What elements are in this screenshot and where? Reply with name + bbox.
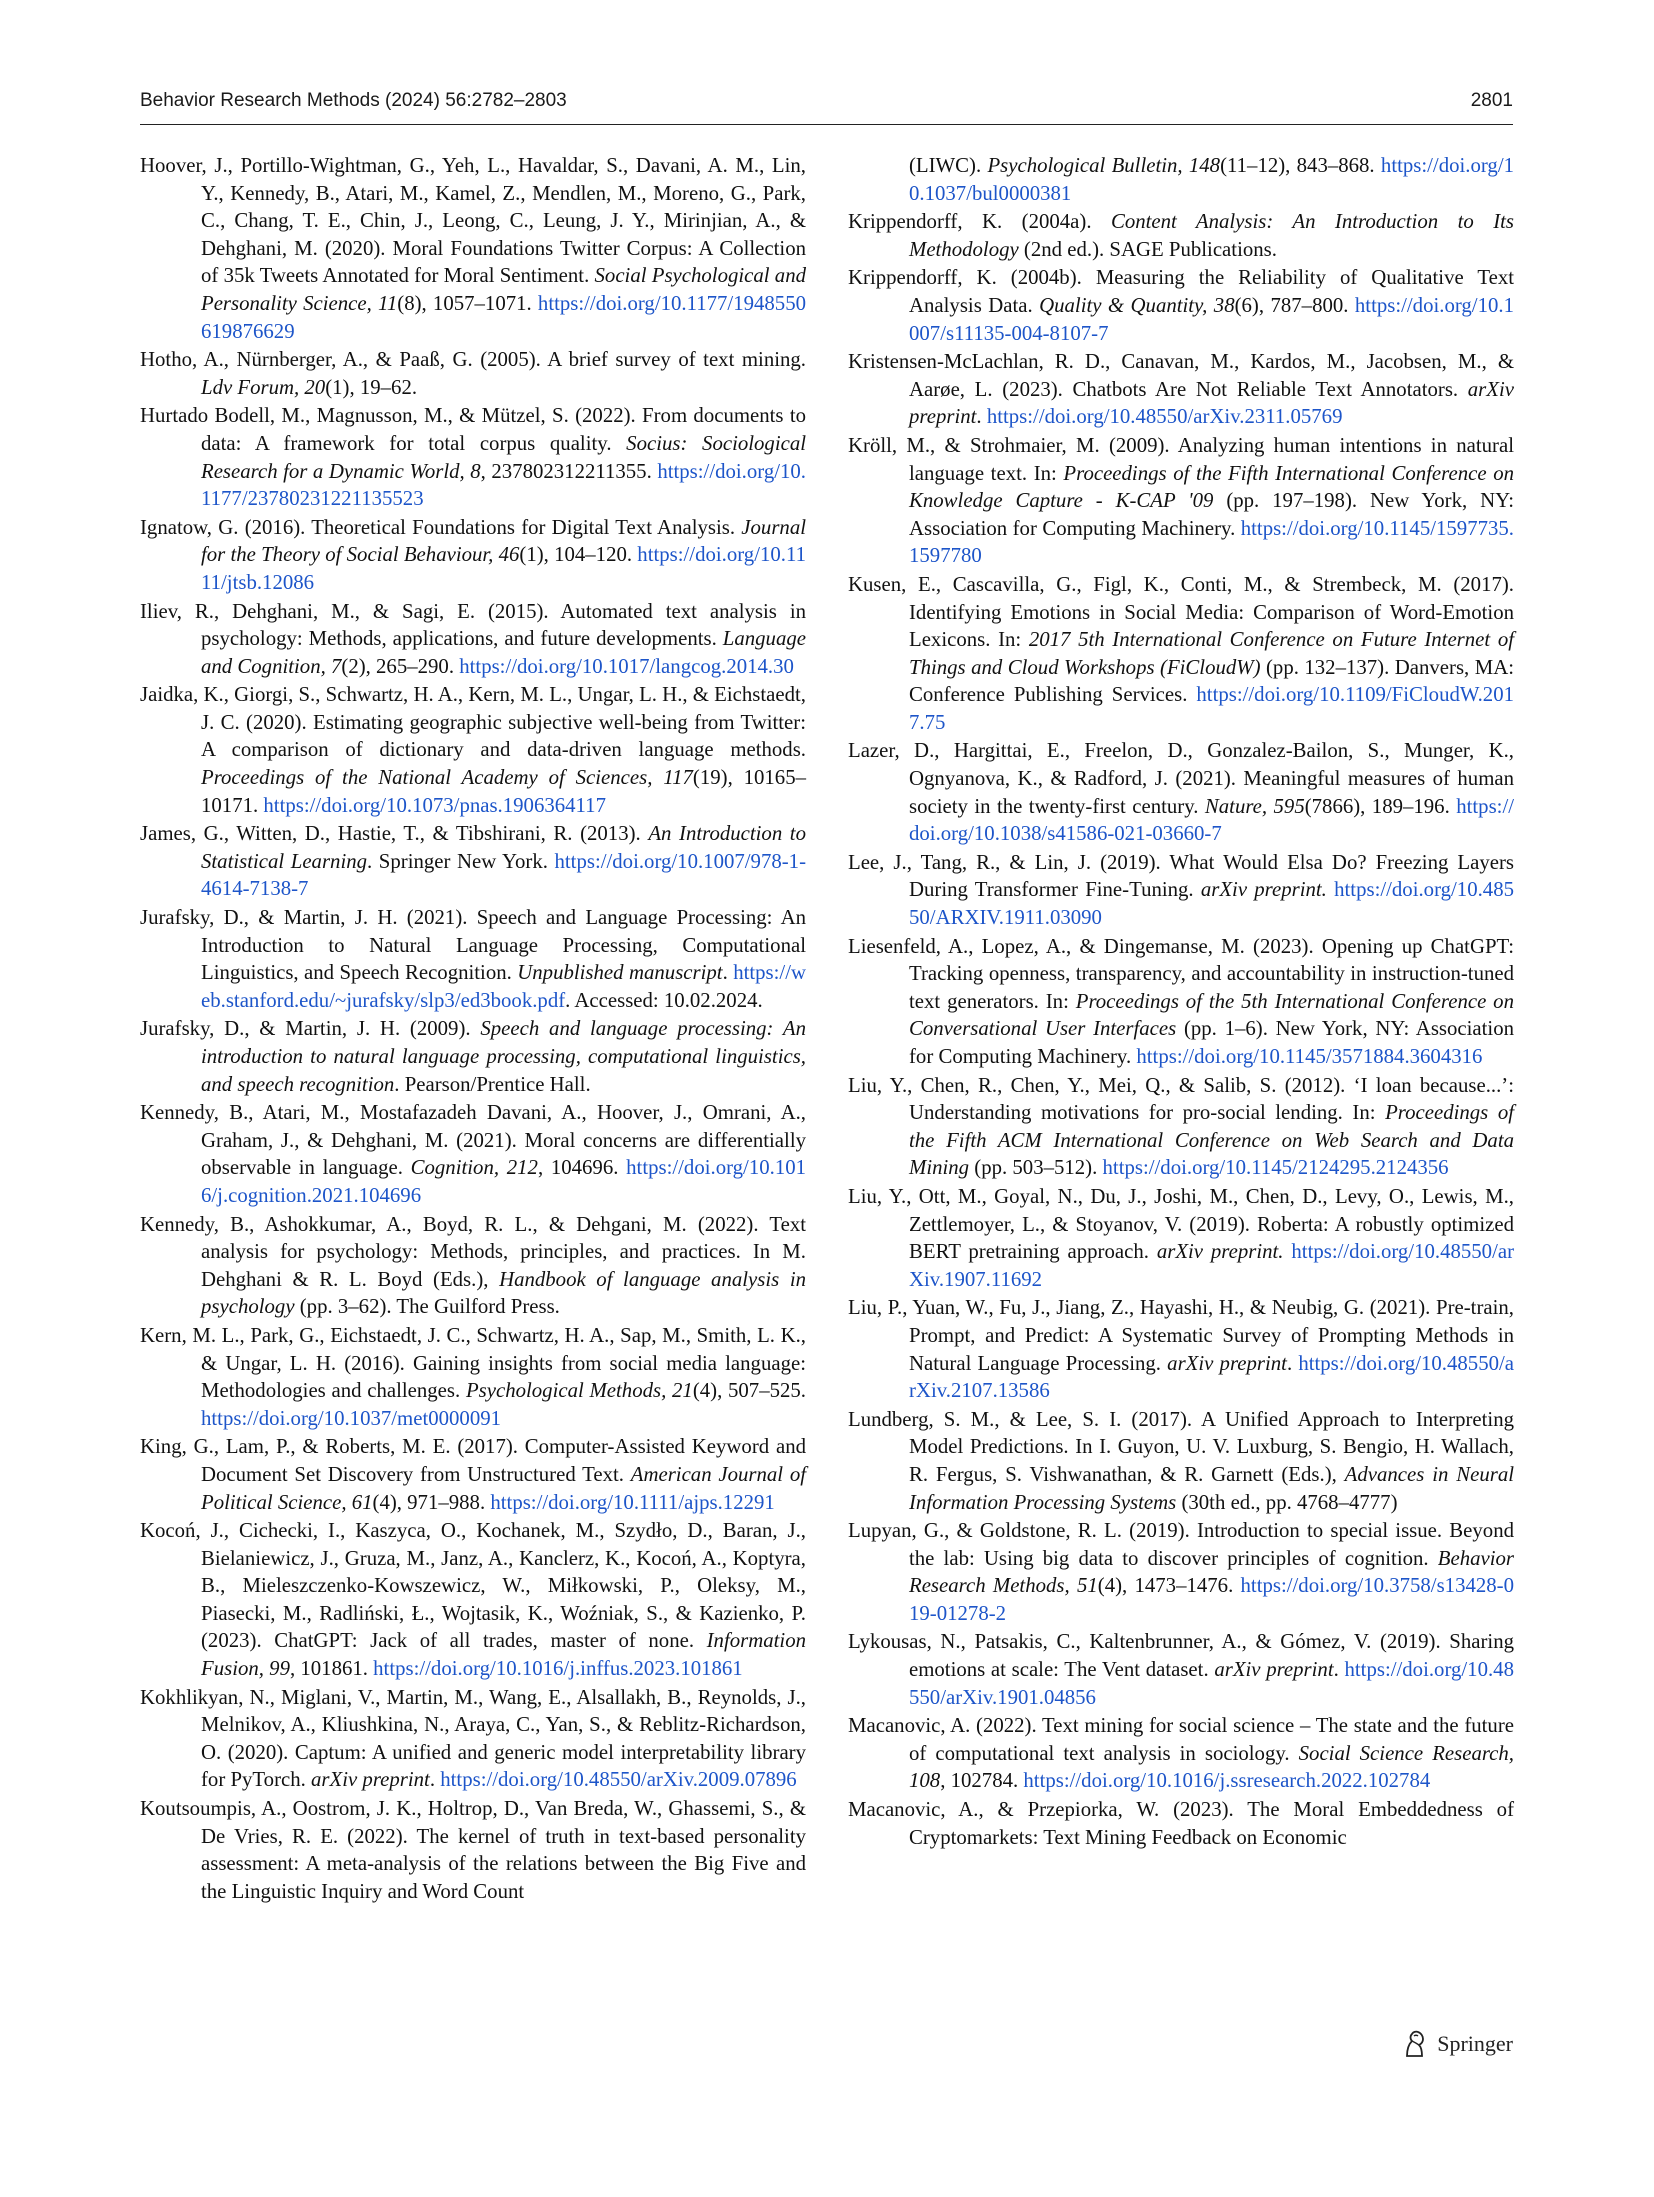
reference-entry: [140, 1433, 806, 1516]
reference-text: Lupyan, G., & Goldstone, R. L. (2019). Introduction to special issue. Beyond the lab: Using big data to discover principles of cognition.: [848, 1519, 1514, 1570]
reference-details-after: . Accessed: 10.02.2024.: [565, 988, 763, 1012]
reference-text: Jurafsky, D., & Martin, J. H. (2021). Speech and Language Processing: An Introduction to Natural Language Processing, Computational Linguistics, and Speech Recognition.: [140, 906, 806, 985]
reference-details: (4), 971–988.: [372, 1490, 491, 1514]
reference-source: Proceedings of the Fifth ACM International Conference on Web Search and Data Mining: [909, 1101, 1515, 1180]
journal-citation: Behavior Research Methods (2024) 56:2782–2803: [140, 90, 567, 111]
reference-source: American Journal of Political Science, 61: [201, 1462, 807, 1514]
reference-details: , 101861.: [289, 1657, 374, 1681]
reference-entry: [140, 1517, 806, 1683]
reference-entry: [848, 1796, 1514, 1851]
doi-link[interactable]: https://doi.org/10.48550/ARXIV.1911.03090: [909, 878, 1514, 930]
reference-text: James, G., Witten, D., Hastie, T., & Tibshirani, R. (2013).: [140, 822, 649, 846]
reference-source: arXiv preprint: [1214, 1658, 1334, 1682]
reference-text: Hoover, J., Portillo-Wightman, G., Yeh, L., Havaldar, S., Davani, A. M., Lin, Y., Kennedy, B., Atari, M., Kamel, Z., Mendlen, M., Moreno, G., Park, C., Chang, T. E., Chin, J., Leong, C., Leung, J. Y., Mirinjian, A., & Dehghani, M. (2020). Moral Foundations Twitter Corpus: A Collection of 35k Tweets Annotated for Moral Sentiment.: [140, 154, 806, 288]
reference-text: Hotho, A., Nürnberger, A., & Paaß, G. (2005). A brief survey of text mining.: [140, 348, 806, 372]
reference-text: Liu, P., Yuan, W., Fu, J., Jiang, Z., Hayashi, H., & Neubig, G. (2021). Pre-train, Prompt, and Predict: A Systematic Survey of Prompting Methods in Natural Language Processing.: [848, 1296, 1514, 1375]
reference-source: Social Psychological and Personality Science, 11: [201, 264, 806, 315]
reference-details: (pp. 132–137). Danvers, MA: Conference Publishing Services.: [909, 655, 1514, 707]
reference-entry: [848, 1712, 1514, 1795]
doi-link[interactable]: https://doi.org/10.1109/FiCloudW.2017.75: [909, 683, 1514, 734]
reference-entry: [848, 1294, 1514, 1404]
doi-link[interactable]: https://doi.org/10.1016/j.ssresearch.2022.102784: [1023, 1769, 1431, 1793]
reference-text: Lundberg, S. M., & Lee, S. I. (2017). A Unified Approach to Interpreting Model Predictions. In I. Guyon, U. V. Luxburg, S. Bengio, H. Wallach, R. Fergus, S. Vishwanathan, & R. Garnett (Eds.),: [848, 1407, 1514, 1486]
reference-details: . Pearson/Prentice Hall.: [394, 1072, 591, 1096]
reference-text: Kern, M. L., Park, G., Eichstaedt, J. C., Schwartz, H. A., Sap, M., Smith, L. K., & Ungar, L. H. (2016). Gaining insights from social media language: Methodologies and challenges.: [140, 1323, 806, 1403]
reference-details: . Springer New York.: [367, 849, 555, 873]
reference-entry: [140, 598, 806, 681]
doi-link[interactable]: https://doi.org/10.1017/langcog.2014.30: [459, 654, 794, 678]
reference-entry: [848, 1628, 1514, 1711]
reference-entry: [848, 348, 1514, 431]
reference-text: Macanovic, A., & Przepiorka, W. (2023). The Moral Embeddedness of Cryptomarkets: Text Mining Feedback on Economic: [848, 1798, 1514, 1849]
reference-entry: [140, 1684, 806, 1794]
publisher-name: Springer: [1437, 2031, 1513, 2056]
reference-details: .: [722, 961, 734, 985]
reference-source: arXiv preprint.: [1200, 878, 1327, 902]
reference-details: , 237802312211355.: [480, 459, 658, 483]
reference-details: (11–12), 843–868.: [1220, 154, 1381, 177]
reference-entry: [848, 849, 1514, 932]
reference-text: Liu, Y., Ott, M., Goyal, N., Du, J., Joshi, M., Chen, D., Levy, O., Lewis, M., Zettlemoyer, L., & Stoyanov, V. (2019). Roberta: A robustly optimized BERT pretraining approach.: [848, 1184, 1514, 1264]
reference-text: Liesenfeld, A., Lopez, A., & Dingemanse, M. (2023). Opening up ChatGPT: Tracking openness, transparency, and accountability in instruction-tuned text generators. In:: [848, 934, 1514, 1013]
reference-source: Behavior Research Methods, 51: [909, 1546, 1514, 1598]
reference-source: arXiv preprint: [909, 377, 1514, 429]
reference-entry: [140, 1015, 806, 1098]
reference-entry: [848, 1072, 1514, 1182]
reference-entry: [140, 1322, 806, 1432]
reference-text: Kröll, M., & Strohmaier, M. (2009). Analyzing human intentions in natural language text. In:: [848, 433, 1514, 485]
reference-details: (2), 265–290.: [341, 654, 460, 678]
doi-link[interactable]: https://doi.org/10.1007/s11135-004-8107-7: [909, 293, 1514, 345]
reference-details: (pp. 1–6). New York, NY: Association for Computing Machinery.: [909, 1017, 1514, 1068]
reference-details: (4), 1473–1476.: [1097, 1574, 1241, 1598]
reference-details: (8), 1057–1071.: [397, 291, 538, 315]
reference-source: Content Analysis: An Introduction to Its Methodology: [909, 210, 1514, 261]
reference-entry: [140, 1099, 806, 1209]
doi-link[interactable]: https://doi.org/10.1007/978-1-4614-7138-7: [201, 849, 806, 901]
reference-source: Psychological Methods, 21: [465, 1379, 693, 1403]
reference-details: (1), 19–62.: [325, 375, 418, 399]
reference-text: Lykousas, N., Patsakis, C., Kaltenbrunner, A., & Gómez, V. (2019). Sharing emotions at scale: The Vent dataset.: [848, 1630, 1514, 1682]
reference-source: Information Fusion, 99: [201, 1629, 806, 1681]
reference-text: Macanovic, A. (2022). Text mining for social science – The state and the future of computational text analysis in sociology.: [848, 1714, 1514, 1765]
reference-source: Advances in Neural Information Processing Systems: [909, 1462, 1515, 1514]
reference-source: Speech and language processing: An introduction to natural language processing, computational linguistics, and speech recognition: [201, 1017, 806, 1096]
reference-entry: [848, 571, 1514, 737]
doi-link[interactable]: https://doi.org/10.1145/1597735.1597780: [909, 516, 1514, 568]
publisher-footer: [1401, 2024, 1513, 2064]
reference-entry: [848, 264, 1514, 347]
reference-text: Kusen, E., Cascavilla, G., Figl, K., Conti, M., & Strembeck, M. (2017). Identifying Emotions in Social Media: Comparison of Word-Emotion Lexicons. In:: [848, 572, 1514, 652]
reference-source: Psychological Bulletin, 148: [987, 154, 1221, 177]
reference-text: Krippendorff, K. (2004a).: [848, 210, 1111, 234]
reference-entry: [140, 152, 806, 345]
page-number: 2801: [1470, 90, 1513, 111]
reference-text: Kennedy, B., Atari, M., Mostafazadeh Davani, A., Hoover, J., Omrani, A., Graham, J., & Dehghani, M. (2021). Moral concerns are differentially observable in language.: [140, 1101, 806, 1180]
doi-link[interactable]: https://doi.org/10.1037/bul0000381: [909, 154, 1514, 205]
reference-text: Lazer, D., Hargittai, E., Freelon, D., Gonzalez-Bailon, S., Munger, K., Ognyanova, K., & Radford, J. (2021). Meaningful measures of human society in the twenty-first century.: [848, 739, 1514, 818]
reference-details: , 102784.: [940, 1769, 1024, 1793]
header-divider: [140, 124, 1513, 125]
reference-details: .: [976, 405, 987, 429]
doi-link[interactable]: https://doi.org/10.1037/met0000091: [201, 1406, 502, 1430]
reference-text: Kennedy, B., Ashokkumar, A., Boyd, R. L., & Dehgani, M. (2022). Text analysis for psychology: Methods, principles, and practices. In M. Dehghani & R. L. Boyd (Eds.),: [140, 1212, 806, 1291]
reference-entry: [848, 1406, 1514, 1516]
references-right-column: [848, 152, 1514, 1852]
reference-details: (1), 104–120.: [519, 543, 638, 567]
reference-text: Kristensen-McLachlan, R. D., Canavan, M., Kardos, M., Jacobsen, M., & Aarøe, L. (2023). Chatbots Are Not Reliable Text Annotators.: [848, 350, 1514, 401]
doi-link[interactable]: https://doi.org/10.48550/arXiv.1901.04856: [909, 1658, 1514, 1709]
reference-details: (4), 507–525.: [692, 1379, 806, 1403]
doi-link[interactable]: https://doi.org/10.1016/j.cognition.2021.104696: [201, 1156, 807, 1207]
reference-text: Lee, J., Tang, R., & Lin, J. (2019). What Would Elsa Do? Freezing Layers During Transformer Fine-Tuning.: [848, 850, 1514, 902]
reference-details: .: [429, 1768, 441, 1792]
reference-source: Handbook of language analysis in psychology: [201, 1267, 806, 1319]
reference-entry: [140, 681, 806, 819]
doi-link[interactable]: https://doi.org/10.3758/s13428-019-01278-2: [909, 1574, 1514, 1625]
doi-link[interactable]: https://doi.org/10.48550/arXiv.1907.11692: [909, 1240, 1515, 1291]
reference-text: Liu, Y., Chen, R., Chen, Y., Mei, Q., & Salib, S. (2012). ‘I loan because...’: Understanding motivations for pro-social lending. In:: [848, 1073, 1514, 1125]
reference-source: Socius: Sociological Research for a Dynamic World, 8: [201, 431, 807, 483]
reference-details: (pp. 197–198). New York, NY: Association for Computing Machinery.: [909, 489, 1515, 540]
doi-link[interactable]: https://web.stanford.edu/~jurafsky/slp3/ed3book.pdf: [201, 961, 806, 1012]
reference-text: Jaidka, K., Giorgi, S., Schwartz, H. A., Kern, M. L., Ungar, L. H., & Eichstaedt, J. C. (2020). Estimating geographic subjective well-being from Twitter: A comparison of dictionary and data-driven language methods.: [140, 683, 806, 762]
reference-details: .: [1286, 1351, 1299, 1375]
doi-link[interactable]: https://doi.org/10.48550/arXiv.2311.05769: [986, 405, 1343, 429]
reference-source: arXiv preprint: [311, 1768, 430, 1792]
doi-link[interactable]: https://doi.org/10.1145/2124295.2124356: [1102, 1156, 1449, 1180]
reference-source: Cognition, 212: [410, 1156, 538, 1180]
reference-source: Social Science Research, 108: [909, 1741, 1515, 1793]
doi-link[interactable]: https://doi.org/10.1177/1948550619876629: [201, 291, 806, 343]
doi-link[interactable]: https://doi.org/10.1111/ajps.12291: [490, 1490, 775, 1514]
reference-text: Krippendorff, K. (2004b). Measuring the Reliability of Qualitative Text Analysis Data.: [848, 266, 1514, 317]
reference-source: Journal for the Theory of Social Behaviour, 46: [201, 515, 806, 567]
reference-details: (pp. 3–62). The Guilford Press.: [294, 1295, 560, 1319]
reference-text: Iliev, R., Dehghani, M., & Sagi, E. (2015). Automated text analysis in psychology: Methods, applications, and future developments.: [140, 599, 806, 651]
reference-entry: [848, 152, 1514, 207]
reference-entry: [848, 1183, 1514, 1293]
reference-details: (30th ed., pp. 4768–4777): [1176, 1490, 1398, 1514]
reference-source: An Introduction to Statistical Learning: [201, 822, 806, 873]
doi-link[interactable]: https://doi.org/10.48550/arXiv.2009.07896: [440, 1768, 797, 1792]
reference-entry: [848, 208, 1514, 263]
reference-source: arXiv preprint.: [1156, 1240, 1284, 1264]
running-header: [140, 86, 1513, 116]
reference-source: Language and Cognition, 7: [201, 627, 806, 678]
reference-source: Ldv Forum, 20: [201, 375, 326, 399]
reference-source: Proceedings of the 5th International Conference on Conversational User Interfaces: [909, 989, 1514, 1041]
springer-horse-icon: [1401, 2029, 1429, 2059]
reference-details: (2nd ed.). SAGE Publications.: [1018, 237, 1277, 261]
reference-text: Hurtado Bodell, M., Magnusson, M., & Mützel, S. (2022). From documents to data: A framework for total corpus quality.: [140, 404, 806, 455]
reference-entry: [140, 904, 806, 1014]
reference-source: Quality & Quantity, 38: [1039, 293, 1235, 317]
doi-link[interactable]: https://doi.org/10.1145/3571884.3604316: [1136, 1045, 1483, 1068]
reference-source: Unpublished manuscript: [517, 961, 723, 985]
reference-entry: [140, 820, 806, 903]
doi-link[interactable]: https://doi.org/10.1177/23780231221135523: [201, 459, 806, 511]
doi-link[interactable]: https://doi.org/10.1111/jtsb.12086: [201, 543, 806, 594]
doi-link[interactable]: https://doi.org/10.1016/j.inffus.2023.101861: [373, 1657, 743, 1681]
reference-source: arXiv preprint: [1167, 1351, 1287, 1375]
doi-link[interactable]: https://doi.org/10.1038/s41586-021-03660-7: [909, 794, 1514, 846]
doi-link[interactable]: https://doi.org/10.1073/pnas.1906364117: [263, 793, 606, 817]
reference-entry: [140, 1211, 806, 1321]
reference-details: (6), 787–800.: [1234, 293, 1355, 317]
reference-text: Koutsoumpis, A., Oostrom, J. K., Holtrop, D., Van Breda, W., Ghassemi, S., & De Vries, R. E. (2022). The kernel of truth in text-based personality assessment: A meta-analysis of the relations between the Big Five and the Linguistic Inquiry and Word Count: [140, 1797, 806, 1903]
reference-entry: [140, 402, 806, 512]
reference-entry: [848, 737, 1514, 847]
doi-link[interactable]: https://doi.org/10.48550/arXiv.2107.13586: [909, 1351, 1515, 1403]
reference-source: Nature, 595: [1204, 794, 1305, 818]
reference-text: Kocoń, J., Cichecki, I., Kaszyca, O., Kochanek, M., Szydło, D., Baran, J., Bielaniewicz, J., Gruza, M., Janz, A., Kanclerz, K., Kocoń, A., Koptyra, B., Mieleszczenko-Kowszewicz, W., Miłkowski, P., Oleksy, M., Piasecki, M., Radliński, Ł., Wojtasik, K., Woźniak, S., & Kazienko, P. (2023). ChatGPT: Jack of all trades, master of none.: [140, 1519, 806, 1653]
reference-details: (7866), 189–196.: [1304, 794, 1457, 818]
reference-entry: [848, 432, 1514, 570]
reference-details: .: [1333, 1658, 1345, 1682]
reference-entry: [848, 1517, 1514, 1627]
reference-source: Proceedings of the National Academy of Sciences, 117: [201, 766, 693, 790]
reference-details: (19), 10165–10171.: [201, 766, 807, 817]
reference-entry: [848, 933, 1514, 1071]
reference-entry: [140, 514, 806, 597]
reference-details: , 104696.: [537, 1156, 627, 1180]
references-left-column: [140, 152, 806, 1906]
reference-details: (pp. 503–512).: [969, 1156, 1103, 1180]
reference-text: Jurafsky, D., & Martin, J. H. (2009).: [140, 1017, 481, 1041]
reference-text: Kokhlikyan, N., Miglani, V., Martin, M., Wang, E., Alsallakh, B., Reynolds, J., Melnikov, A., Kliushkina, N., Araya, C., Yan, S., & Reblitz-Richardson, O. (2020). Captum: A unified and generic model interpretability library for PyTorch.: [140, 1685, 806, 1792]
reference-source: 2017 5th International Conference on Future Internet of Things and Cloud Workshops (FiCloudW): [909, 628, 1514, 679]
reference-entry: [140, 1795, 806, 1905]
reference-text: Ignatow, G. (2016). Theoretical Foundations for Digital Text Analysis.: [140, 515, 742, 539]
reference-text: King, G., Lam, P., & Roberts, M. E. (2017). Computer-Assisted Keyword and Document Set Discovery from Unstructured Text.: [140, 1435, 806, 1486]
reference-entry: [140, 346, 806, 401]
reference-text: (LIWC).: [909, 154, 988, 177]
reference-source: Proceedings of the Fifth International Conference on Knowledge Capture - K-CAP '09: [909, 461, 1514, 513]
